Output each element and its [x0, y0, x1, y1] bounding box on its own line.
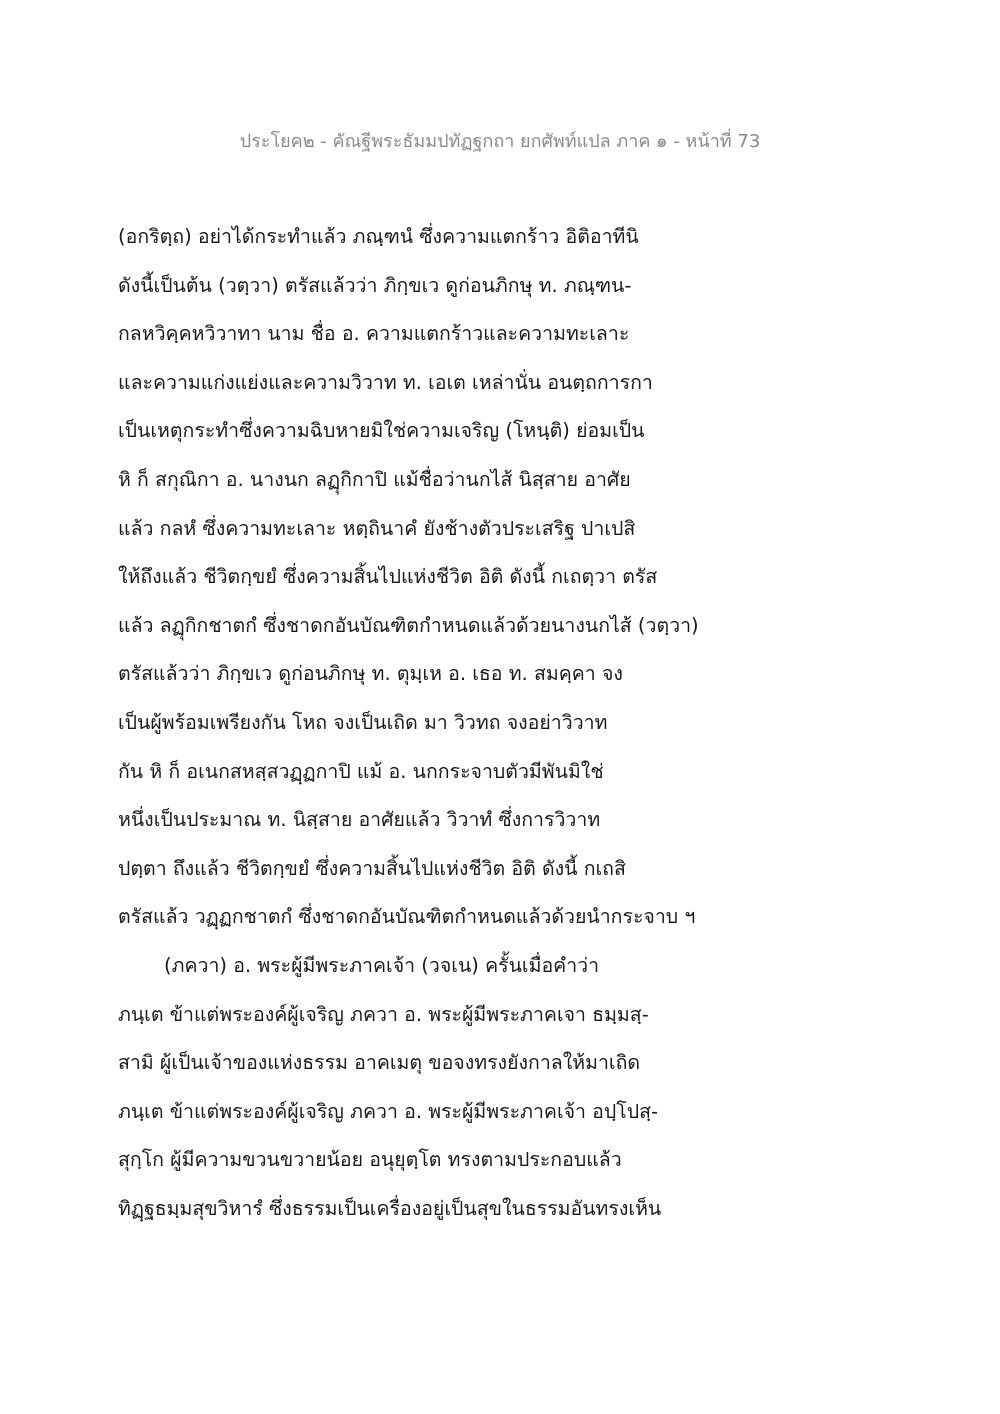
text-line-16-paragraph-start: (ภควา) อ. พระผู้มีพระภาคเจ้า (วจเน) ครั้นเมื่อคำว่า: [164, 953, 600, 977]
text-line-12: กัน หิ ก็ อเนกสหสฺสวฏฺฏกาปิ แม้ อ. นกกระจาบตัวมีพันมิใช่: [118, 759, 604, 783]
text-line-2: ดังนี้เป็นต้น (วตฺวา) ตรัสแล้วว่า ภิกฺขเว ดูก่อนภิกษุ ท. ภณฺฑน-: [118, 273, 632, 297]
text-line-14: ปตฺตา ถึงแล้ว ชีวิตกฺขยํ ซึ่งความสิ้นไปแห่งชีวิต อิติ ดังนี้ กเถสิ: [118, 856, 626, 880]
text-line-1: (อกริตฺถ) อย่าได้กระทำแล้ว ภณฺฑนํ ซึ่งความแตกร้าว อิติอาทีนิ: [118, 225, 639, 248]
text-line-17: ภนฺเต ข้าแต่พระองค์ผู้เจริญ ภควา อ. พระผู้มีพระภาคเจา ธมฺมสฺ-: [118, 1002, 649, 1026]
text-line-3: กลหวิคฺคหวิวาทา นาม ชื่อ อ. ความแตกร้าวและความทะเลาะ: [118, 322, 630, 346]
text-line-7: แล้ว กลหํ ซึ่งความทะเลาะ หตฺถินาคํ ยังช้างตัวประเสริฐ ปาเปสิ: [118, 516, 636, 540]
text-line-13: หนึ่งเป็นประมาณ ท. นิสฺสาย อาศัยแล้ว วิวาทํ ซึ่งการวิวาท: [118, 808, 601, 832]
text-line-20: สุกฺโก ผู้มีความขวนขวายน้อย อนุยุตฺโต ทรงตามประกอบแล้ว: [118, 1148, 622, 1172]
text-line-4: และความแก่งแย่งและความวิวาท ท. เอเต เหล่านั่น อนตฺถการกา: [118, 370, 653, 394]
text-line-19: ภนฺเต ข้าแต่พระองค์ผู้เจริญ ภควา อ. พระผู้มีพระภาคเจ้า อปฺโปสฺ-: [118, 1099, 659, 1123]
text-line-5: เป็นเหตุกระทำซึ่งความฉิบหายมิใช่ความเจริญ (โหนฺติ) ย่อมเป็น: [118, 419, 645, 443]
text-line-6: หิ ก็ สกุณิกา อ. นางนก ลฏุกิกาปิ แม้ชื่อว่านกไส้ นิสฺสาย อาศัย: [118, 467, 631, 491]
text-line-15: ตรัสแล้ว วฏฺฏกชาตกํ ซึ่งชาดกอันบัณฑิตกำหนดแล้วด้วยนำกระจาบ ฯ: [118, 905, 696, 929]
text-line-8: ให้ถึงแล้ว ชีวิตกฺขยํ ซึ่งความสิ้นไปแห่งชีวิต อิติ ดังนี้ กเถตฺวา ตรัส: [118, 565, 658, 589]
main-text-block: [118, 213, 718, 1233]
text-line-9: แล้ว ลฏุกิกชาตกํ ซึ่งชาดกอันบัณฑิตกำหนดแล้วด้วยนางนกไส้ (วตฺวา): [118, 613, 699, 637]
text-line-21: ทิฏฺฐธมฺมสุขวิหารํ ซึ่งธรรมเป็นเครื่องอยู่เป็นสุขในธรรมอันทรงเห็น: [118, 1196, 662, 1220]
text-line-18: สามิ ผู้เป็นเจ้าของแห่งธรรม อาคเมตุ ขอจงทรงยังกาลให้มาเถิด: [118, 1051, 641, 1075]
page-running-header: ประโยค๒ - คัณฐีพระธัมมปทัฏฐกถา ยกศัพท์แปล ภาค ๑ - หน้าที่ 73: [239, 131, 761, 152]
text-line-10: ตรัสแล้วว่า ภิกฺขเว ดูก่อนภิกษุ ท. ตุมฺเห อ. เธอ ท. สมคฺคา จง: [118, 662, 623, 686]
text-line-11: เป็นผู้พร้อมเพรียงกัน โหถ จงเป็นเถิด มา วิวทถ จงอย่าวิวาท: [118, 710, 608, 734]
